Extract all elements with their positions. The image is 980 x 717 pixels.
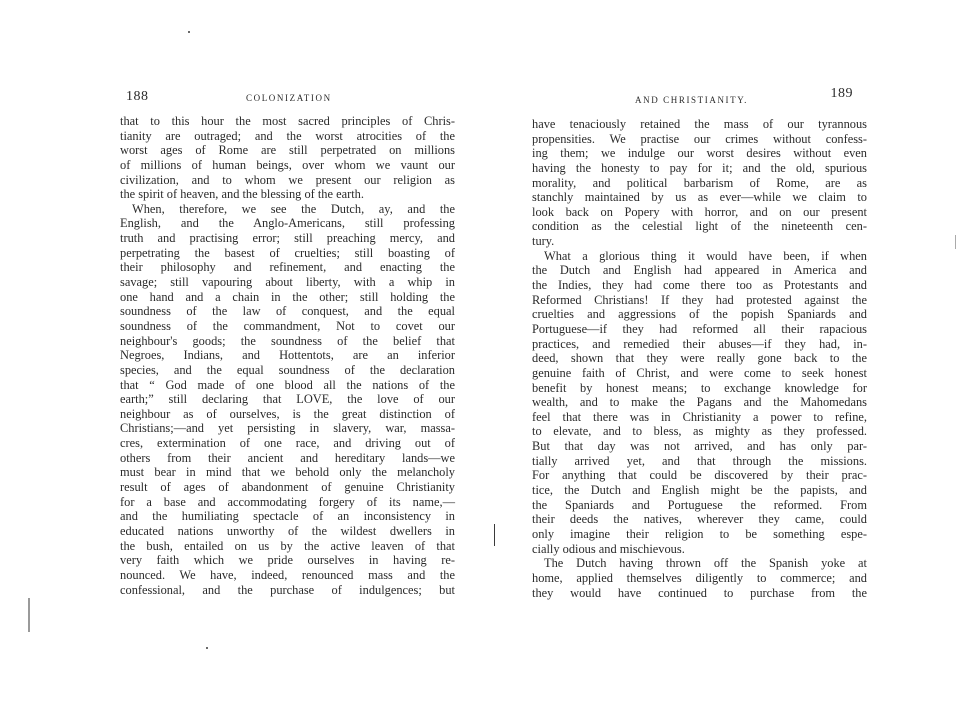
- text-line: educated nations unworthy of the wildest dwellers in: [120, 523, 455, 538]
- text-line: genuine faith of Christ, and were come to seek honest: [532, 365, 867, 380]
- text-line: Reformed Christians! If they had protested against the: [532, 292, 867, 307]
- text-line: civilization, and to whom we present our religion as: [120, 172, 455, 187]
- text-line: tice, the Dutch and English might be the papists, and: [532, 483, 867, 498]
- text-line: that to this hour the most sacred principles of Chris-: [120, 114, 455, 128]
- text-line: result of ages of abandonment of genuine Christianity: [120, 480, 455, 495]
- text-line: English, and the Anglo-Americans, still professing: [120, 216, 455, 231]
- left-page-number: 188: [126, 89, 149, 104]
- text-line: only imagine their religion to be something espe-: [532, 526, 867, 541]
- text-line: look back on Popery with horror, and on our present: [532, 204, 867, 219]
- text-line: their deeds the natives, wherever they came, could: [532, 512, 867, 527]
- text-line: For anything that could be discovered by their prac-: [532, 468, 867, 483]
- text-line: of millions of human beings, over whom we vaunt our: [120, 157, 455, 172]
- text-line: very faith which we pride ourselves in having re-: [120, 553, 455, 568]
- text-line: ing them; we indulge our worst desires without even: [532, 146, 867, 161]
- gutter-mark: [494, 524, 495, 546]
- text-line: for a base and accommodating forgery of its name,—: [120, 494, 455, 509]
- text-line: Negroes, Indians, and Hottentots, are an inferior: [120, 348, 455, 363]
- text-line: that “ God made of one blood all the nations of the: [120, 377, 455, 392]
- text-line: wealth, and to make the Pagans and the Mahomedans: [532, 395, 867, 410]
- right-body-text: [532, 117, 867, 600]
- text-line: feel that there was in Christianity a power to refine,: [532, 409, 867, 424]
- text-line: worst ages of Rome are still perpetrated on millions: [120, 143, 455, 158]
- left-body-text: [120, 114, 455, 597]
- text-line: must bear in mind that we behold only the melancholy: [120, 465, 455, 480]
- edge-mark: [955, 235, 956, 249]
- text-line: the Dutch and English had appeared in America and: [532, 263, 867, 278]
- text-line: perpetrating the basest of cruelties; still boasting of: [120, 245, 455, 260]
- text-line: soundness of the commandment, Not to covet our: [120, 318, 455, 333]
- text-line: the spirit of heaven, and the blessing of the earth.: [120, 187, 364, 202]
- text-line: the Indies, they had come there too as Protestants and: [532, 278, 867, 293]
- text-line: practices, and remedied their abuses—if they had, in-: [532, 336, 867, 351]
- text-line: tury.: [532, 234, 555, 249]
- scan-speck: [206, 647, 208, 649]
- text-line: to elevate, and to bless, as mighty as they professed.: [532, 424, 867, 439]
- text-line: Portuguese—if they had reformed all their rapacious: [532, 321, 867, 336]
- text-line: and the humiliating spectacle of an inconsistency in: [120, 509, 455, 524]
- text-line: the Spaniards and Portuguese the reformed. From: [532, 497, 867, 512]
- text-line: neighbour as of ourselves, is the great distinction of: [120, 406, 455, 421]
- text-line: tianity are outraged; and the worst atrocities of the: [120, 128, 455, 143]
- text-line: But that day was not arrived, and has only par-: [532, 439, 867, 454]
- margin-smudge: [28, 598, 30, 632]
- text-line: having the honesty to pay for it; and the old, spurious: [532, 160, 867, 175]
- text-line: nounced. We have, indeed, renounced mass and the: [120, 567, 455, 582]
- text-line: neighbour's goods; the soundness of the belief that: [120, 333, 455, 348]
- text-line: What a glorious thing it would have been, if when: [544, 248, 867, 263]
- text-line: propensities. We practise our crimes without confess-: [532, 131, 867, 146]
- text-line: tially arrived yet, and that through the missions.: [532, 453, 867, 468]
- text-line: stanchly maintained by us as ever—while we claim to: [532, 190, 867, 205]
- left-running-title: COLONIZATION: [246, 93, 332, 103]
- text-line: deed, shown that they were really gone back to the: [532, 351, 867, 366]
- text-line: morality, and political barbarism of Rome, are as: [532, 175, 867, 190]
- text-line: they would have continued to purchase from the: [532, 585, 867, 600]
- text-line: savage; still vapouring about liberty, with a whip in: [120, 275, 455, 290]
- text-line: their philosophy and refinement, and enacting the: [120, 260, 455, 275]
- text-line: The Dutch having thrown off the Spanish yoke at: [544, 556, 867, 571]
- text-line: Christians;—and yet persisting in slavery, war, massa-: [120, 421, 455, 436]
- scan-speck: [188, 31, 190, 33]
- text-line: earth;” still declaring that LOVE, the love of our: [120, 392, 455, 407]
- right-page-number: 189: [830, 86, 853, 101]
- left-running-head: [120, 89, 455, 107]
- text-line: condition as the celestial light of the nineteenth cen-: [532, 219, 867, 234]
- text-line: cially odious and mischievous.: [532, 541, 685, 556]
- text-line: confessional, and the purchase of indulgences; but: [120, 582, 455, 597]
- text-line: home, applied themselves diligently to commerce; and: [532, 570, 867, 585]
- text-line: the bush, entailed on us by the active leaven of that: [120, 538, 455, 553]
- text-line: one hand and a chain in the other; still holding the: [120, 289, 455, 304]
- text-line: cres, extermination of one race, and driving out of: [120, 436, 455, 451]
- text-line: truth and practising error; still preaching mercy, and: [120, 231, 455, 246]
- text-line: cruelties and aggressions of the popish Spaniards and: [532, 307, 867, 322]
- right-running-title: AND CHRISTIANITY.: [635, 95, 749, 105]
- text-line: benefit by honest means; to exchange knowledge for: [532, 380, 867, 395]
- text-line: When, therefore, we see the Dutch, ay, and the: [132, 201, 455, 216]
- text-line: have tenaciously retained the mass of our tyrannous: [532, 117, 867, 131]
- text-line: soundness of the law of conquest, and the equal: [120, 304, 455, 319]
- text-line: species, and the equal soundness of the declaration: [120, 362, 455, 377]
- text-line: others from their ancient and hereditary lands—we: [120, 450, 455, 465]
- right-running-head: [532, 86, 867, 107]
